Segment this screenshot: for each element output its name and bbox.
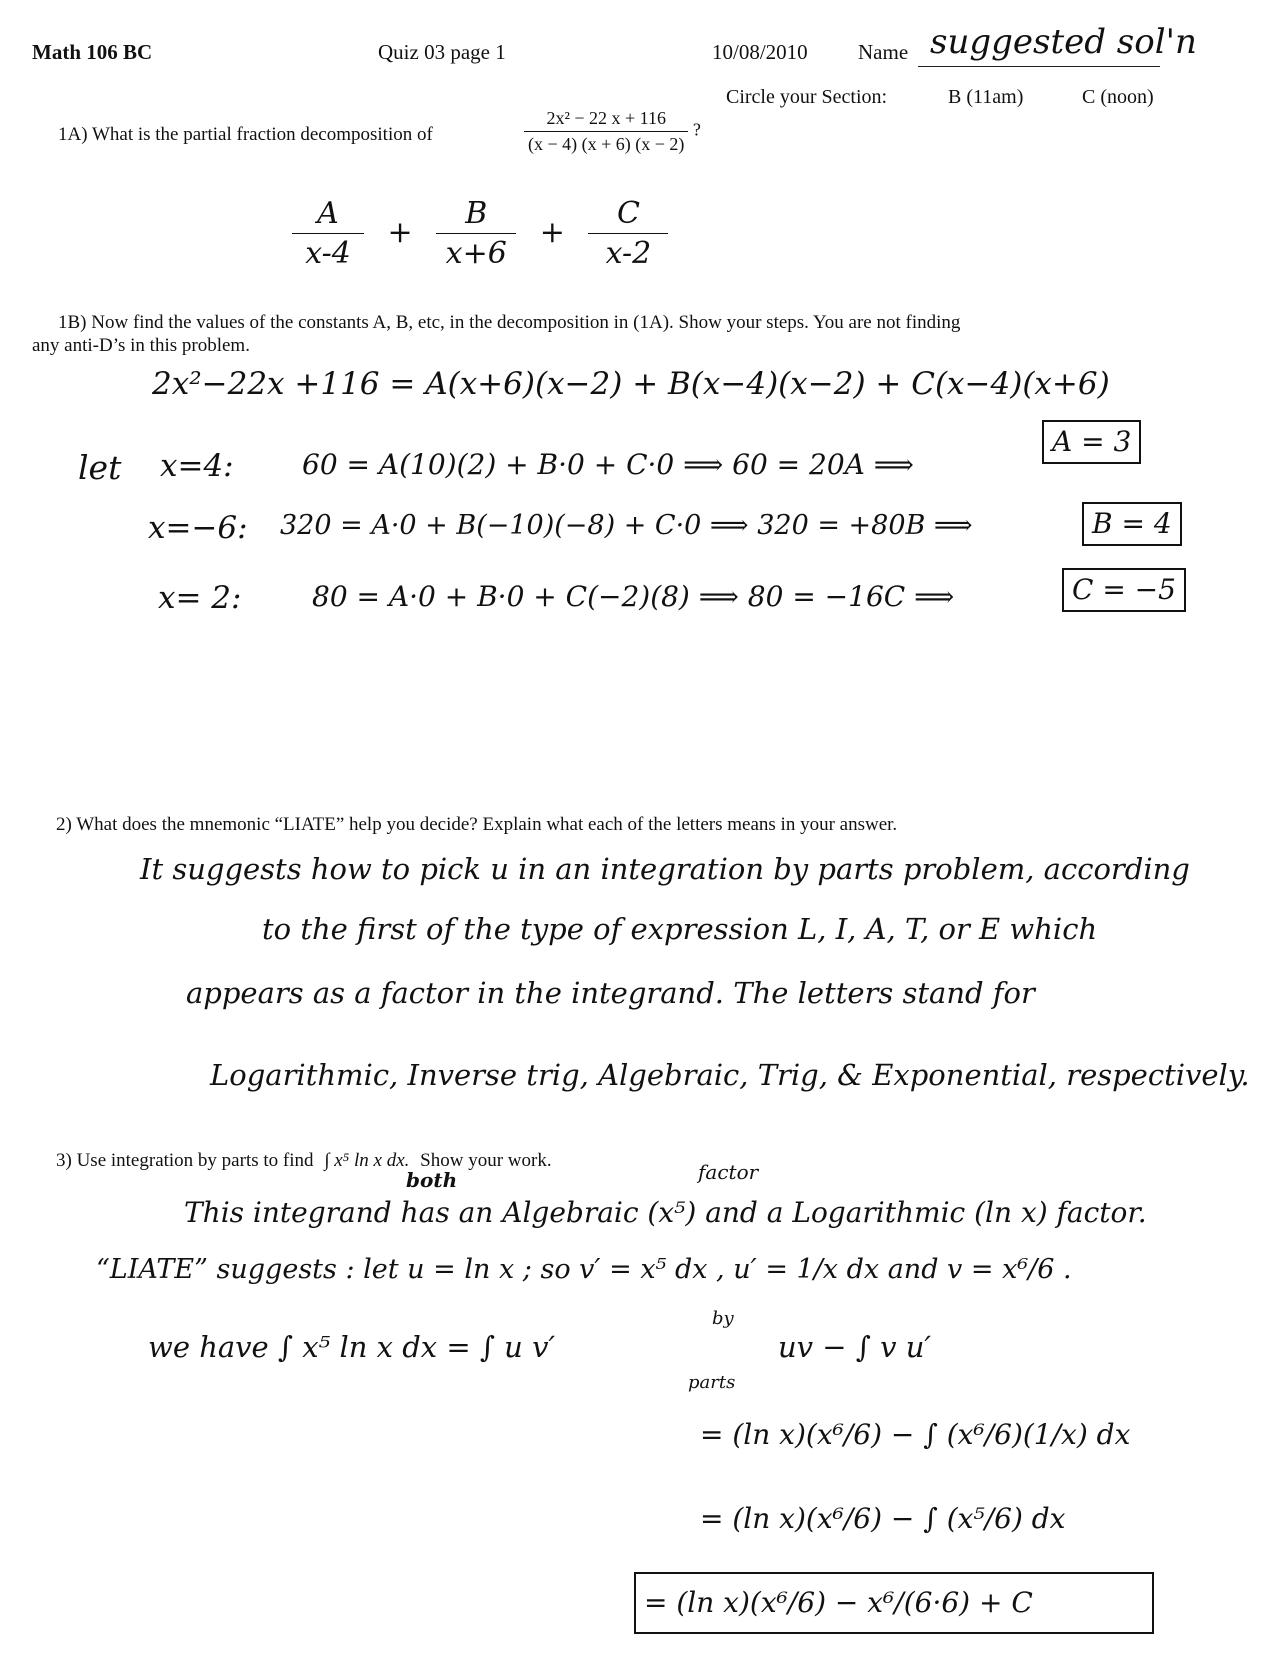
- q1a-numerator: 2x² − 22 x + 116: [546, 108, 666, 128]
- q3-work-line-3-post: uv − ∫ v u′: [778, 1330, 931, 1364]
- q3-insert-both: both: [406, 1168, 458, 1192]
- q1a-term1-denominator: x-4: [292, 233, 364, 271]
- q3-integral: ∫ x⁵ ln x dx.: [324, 1150, 410, 1171]
- q1b-row2-x: x=−6:: [148, 510, 248, 546]
- q3-prompt-text: 3) Use integration by parts to find: [56, 1150, 314, 1171]
- name-underline: [918, 66, 1160, 67]
- q1a-plus-2: +: [539, 214, 565, 250]
- q1b-prompt-line-2: any anti-D’s in this problem.: [32, 335, 250, 356]
- q3-work-line-5: = (ln x)(x⁶/6) − ∫ (x⁵/6) dx: [700, 1502, 1066, 1535]
- q3-work-line-4: = (ln x)(x⁶/6) − ∫ (x⁶/6)(1/x) dx: [700, 1418, 1131, 1451]
- q1a-denominator: (x − 4) (x + 6) (x − 2): [524, 131, 688, 155]
- q3-prompt: [56, 1150, 552, 1172]
- q3-work-line-1: This integrand has an Algebraic (x⁵) and a Logarithmic (ln x) factor.: [184, 1196, 1147, 1229]
- q1a-fraction: [524, 108, 701, 155]
- section-prompt: Circle your Section:: [726, 86, 888, 108]
- q1b-answer-b: B = 4: [1082, 502, 1182, 546]
- q2-answer-line-3: appears as a factor in the integrand. The letters stand for: [186, 976, 1035, 1010]
- q1b-equation: 2x²−22x +116 = A(x+6)(x−2) + B(x−4)(x−2) + C(x−4)(x+6): [152, 366, 1110, 402]
- q3-work-line-3-pre: we have ∫ x⁵ ln x dx = ∫ u v′: [148, 1330, 556, 1364]
- name-value: suggested sol'n: [930, 22, 1197, 62]
- q3-work-line-2: “LIATE” suggests : let u = ln x ; so v′ = x⁵ dx , u′ = 1/x dx and v = x⁶/6 .: [96, 1254, 1072, 1285]
- q2-answer-line-1: It suggests how to pick u in an integration by parts problem, according: [140, 852, 1190, 886]
- q1b-row2-work: 320 = A·0 + B(−10)(−8) + C·0 ⟹ 320 = +80B ⟹: [280, 510, 973, 541]
- q1b-prompt-line-1: 1B) Now find the values of the constants A, B, etc, in the decomposition in (1A). Show your steps. You are not finding: [58, 312, 961, 333]
- q1a-term2-numerator: B: [465, 196, 488, 231]
- name-label: Name: [858, 40, 909, 64]
- q1b-row1-work: 60 = A(10)(2) + B·0 + C·0 ⟹ 60 = 20A ⟹: [302, 448, 914, 481]
- section-c-option[interactable]: C (noon): [1082, 86, 1154, 108]
- q2-answer-line-4: Logarithmic, Inverse trig, Algebraic, Trig, & Exponential, respectively.: [210, 1058, 1250, 1092]
- q1b-row3-work: 80 = A·0 + B·0 + C(−2)(8) ⟹ 80 = −16C ⟹: [312, 580, 955, 613]
- q1a-question-mark: ?: [692, 119, 701, 140]
- q1b-answer-a: A = 3: [1042, 420, 1141, 464]
- q1a-term1-numerator: A: [317, 196, 339, 231]
- q3-by-label: by: [712, 1308, 734, 1329]
- q1b-row1-x: x=4:: [160, 448, 234, 484]
- q1b-answer-c: C = −5: [1062, 568, 1186, 612]
- q1a-plus-1: +: [387, 214, 413, 250]
- q1a-term2-denominator: x+6: [436, 233, 516, 271]
- q1a-term3-denominator: x-2: [588, 233, 668, 271]
- q3-prompt-tail: Show your work.: [420, 1150, 552, 1171]
- q1b-row3-x: x= 2:: [158, 580, 242, 616]
- q1b-let: let: [78, 448, 122, 487]
- q1a-answer: [292, 196, 668, 271]
- q1a-prompt: 1A) What is the partial fraction decomposition of: [58, 124, 433, 145]
- q2-answer-line-2: to the first of the type of expression L, I, A, T, or E which: [262, 912, 1098, 946]
- q3-final-answer: = (ln x)(x⁶/6) − x⁶/(6·6) + C: [634, 1572, 1154, 1634]
- q2-prompt: 2) What does the mnemonic “LIATE” help you decide? Explain what each of the letters means in your answer.: [56, 814, 898, 835]
- q3-parts-label: parts: [688, 1372, 736, 1393]
- q3-insert-factor: factor: [698, 1160, 759, 1184]
- section-b-option[interactable]: B (11am): [948, 86, 1024, 108]
- q1a-term3-numerator: C: [616, 196, 640, 231]
- course-title: Math 106 BC: [32, 40, 153, 64]
- quiz-date: 10/08/2010: [712, 40, 808, 64]
- quiz-label: Quiz 03 page 1: [378, 40, 506, 64]
